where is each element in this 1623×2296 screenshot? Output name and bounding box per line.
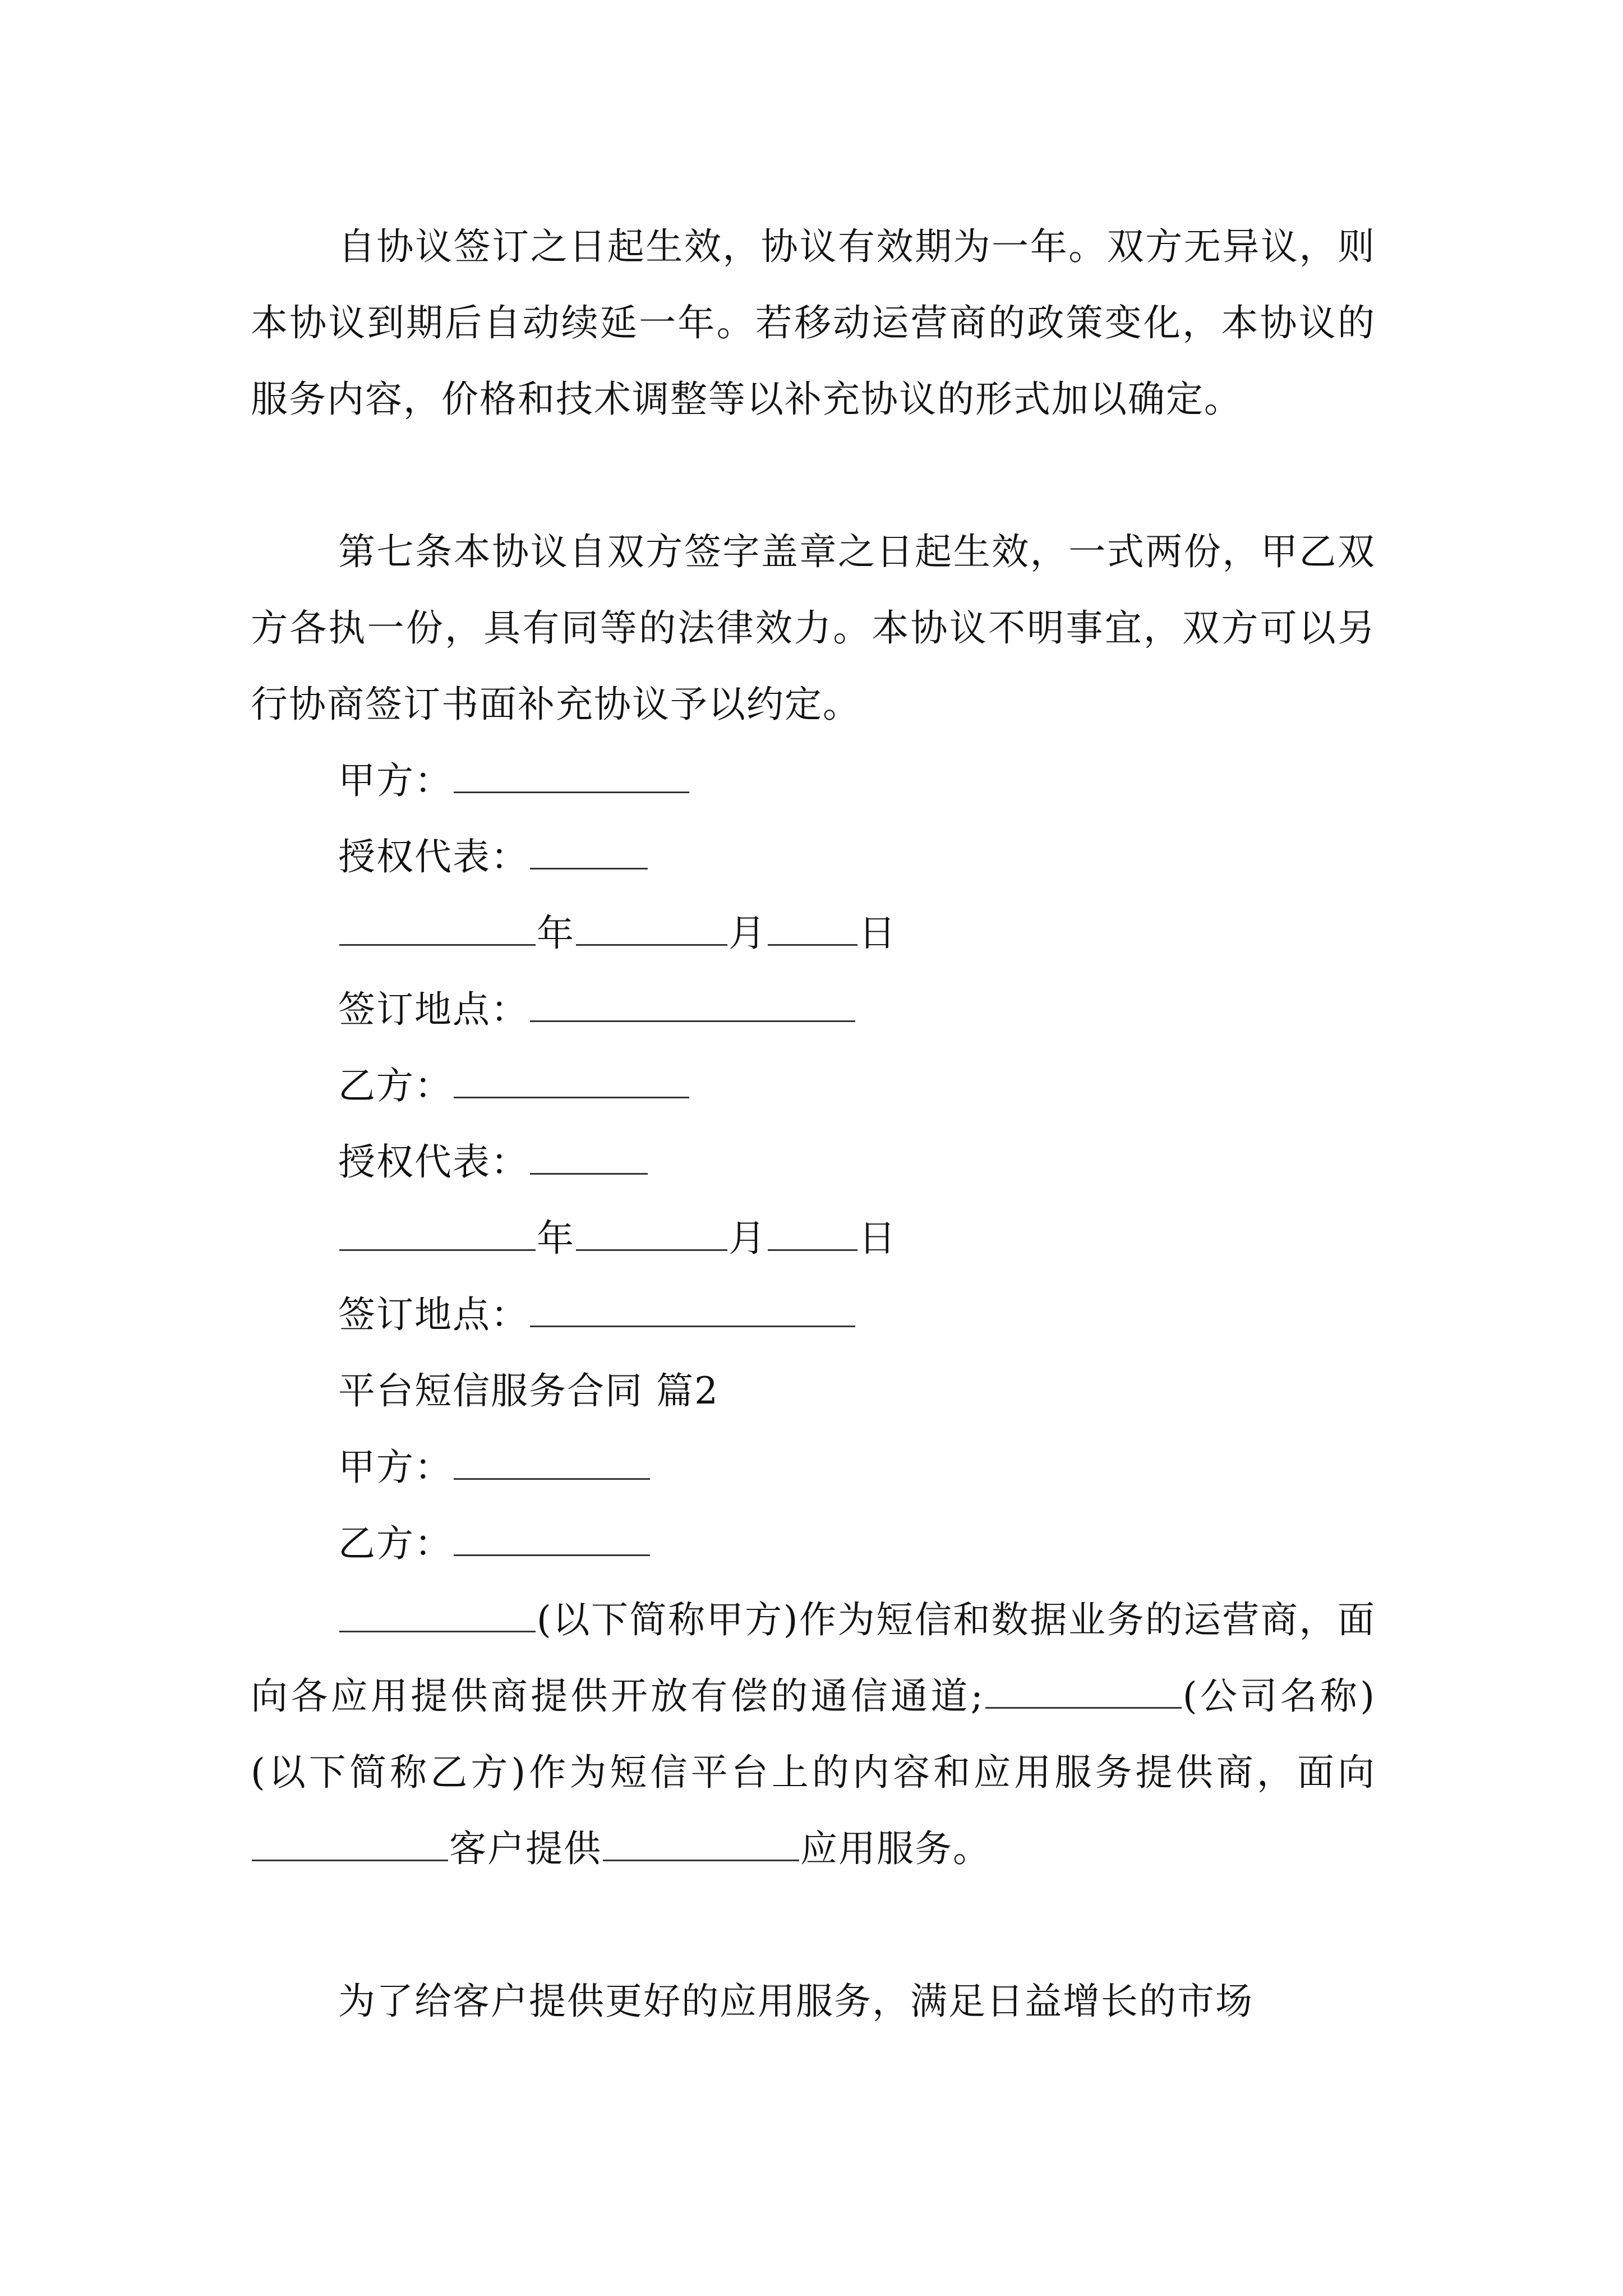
- day-label-1: 日: [859, 912, 897, 955]
- parties2-a-blank: [454, 1443, 650, 1480]
- party-b-blank: [454, 1062, 689, 1098]
- place-label-1: 签订地点：: [338, 988, 529, 1031]
- day-blank-2: [768, 1214, 857, 1251]
- month-blank-1: [576, 909, 727, 946]
- operator-text-d: 应用服务。: [800, 1827, 991, 1870]
- rep-label-2: 授权代表：: [338, 1140, 529, 1184]
- party-a-line: [338, 743, 690, 819]
- company-name-blank: [985, 1672, 1182, 1709]
- parties2-a-label: 甲方：: [338, 1446, 453, 1489]
- day-label-2: 日: [859, 1217, 897, 1260]
- paragraph-purpose: 为了给客户提供更好的应用服务，满足日益增长的市场: [338, 1980, 1253, 2023]
- paragraph-article-7: 第七条本协议自双方签字盖章之日起生效，一式两份，甲乙双方各执一份，具有同等的法律效力。本协议不明事宜，双方可以另行协商签订书面补充协议予以约定。: [251, 530, 1376, 726]
- party-b-line: [338, 1048, 690, 1124]
- year-label-2: 年: [537, 1217, 575, 1260]
- operator-text-a: (以下简称甲方)作为短信和数据业务的运营商，面向各应用提供商提供开放有偿的通信通道;: [251, 1598, 1376, 1718]
- parties2-a-line: [338, 1429, 651, 1506]
- year-blank-1: [339, 909, 536, 946]
- paragraph-operator: [251, 1582, 1376, 1887]
- month-blank-2: [576, 1214, 727, 1251]
- operator-text-b: (公司名称)(以下简称乙方)作为短信平台上的内容和应用服务提供商，面向: [251, 1674, 1376, 1794]
- parties2-b-blank: [454, 1520, 650, 1556]
- party-a-label: 甲方：: [338, 759, 453, 802]
- rep-line-1: [338, 819, 649, 895]
- place-line-2: [338, 1277, 856, 1353]
- service-blank: [603, 1825, 799, 1861]
- operator-name-blank: [339, 1596, 536, 1632]
- rep-blank-1: [530, 833, 648, 869]
- rep-line-2: [338, 1124, 649, 1200]
- date-line-1: [338, 895, 897, 972]
- place-blank-1: [530, 986, 855, 1022]
- place-label-2: 签订地点：: [338, 1293, 529, 1336]
- year-blank-2: [339, 1214, 536, 1251]
- place-line-1: [338, 972, 856, 1048]
- paragraph-validity: 自协议签订之日起生效，协议有效期为一年。双方无异议，则本协议到期后自动续延一年。若移动运营商的政策变化，本协议的服务内容，价格和技术调整等以补充协议的形式加以确定。: [251, 225, 1376, 421]
- party-a-blank: [454, 757, 689, 793]
- party-b-label: 乙方：: [338, 1064, 453, 1107]
- rep-blank-2: [530, 1138, 648, 1175]
- parties2-b-label: 乙方：: [338, 1522, 453, 1565]
- operator-text-c: 客户提供: [449, 1827, 602, 1870]
- month-label-1: 月: [728, 912, 767, 955]
- rep-label-1: 授权代表：: [338, 835, 529, 878]
- year-label-1: 年: [537, 912, 575, 955]
- month-label-2: 月: [728, 1217, 767, 1260]
- day-blank-1: [768, 909, 857, 946]
- date-line-2: [338, 1200, 897, 1277]
- section-title: 平台短信服务合同 篇2: [338, 1369, 719, 1412]
- region-blank: [252, 1825, 448, 1861]
- place-blank-2: [530, 1291, 855, 1327]
- parties2-b-line: [338, 1506, 651, 1582]
